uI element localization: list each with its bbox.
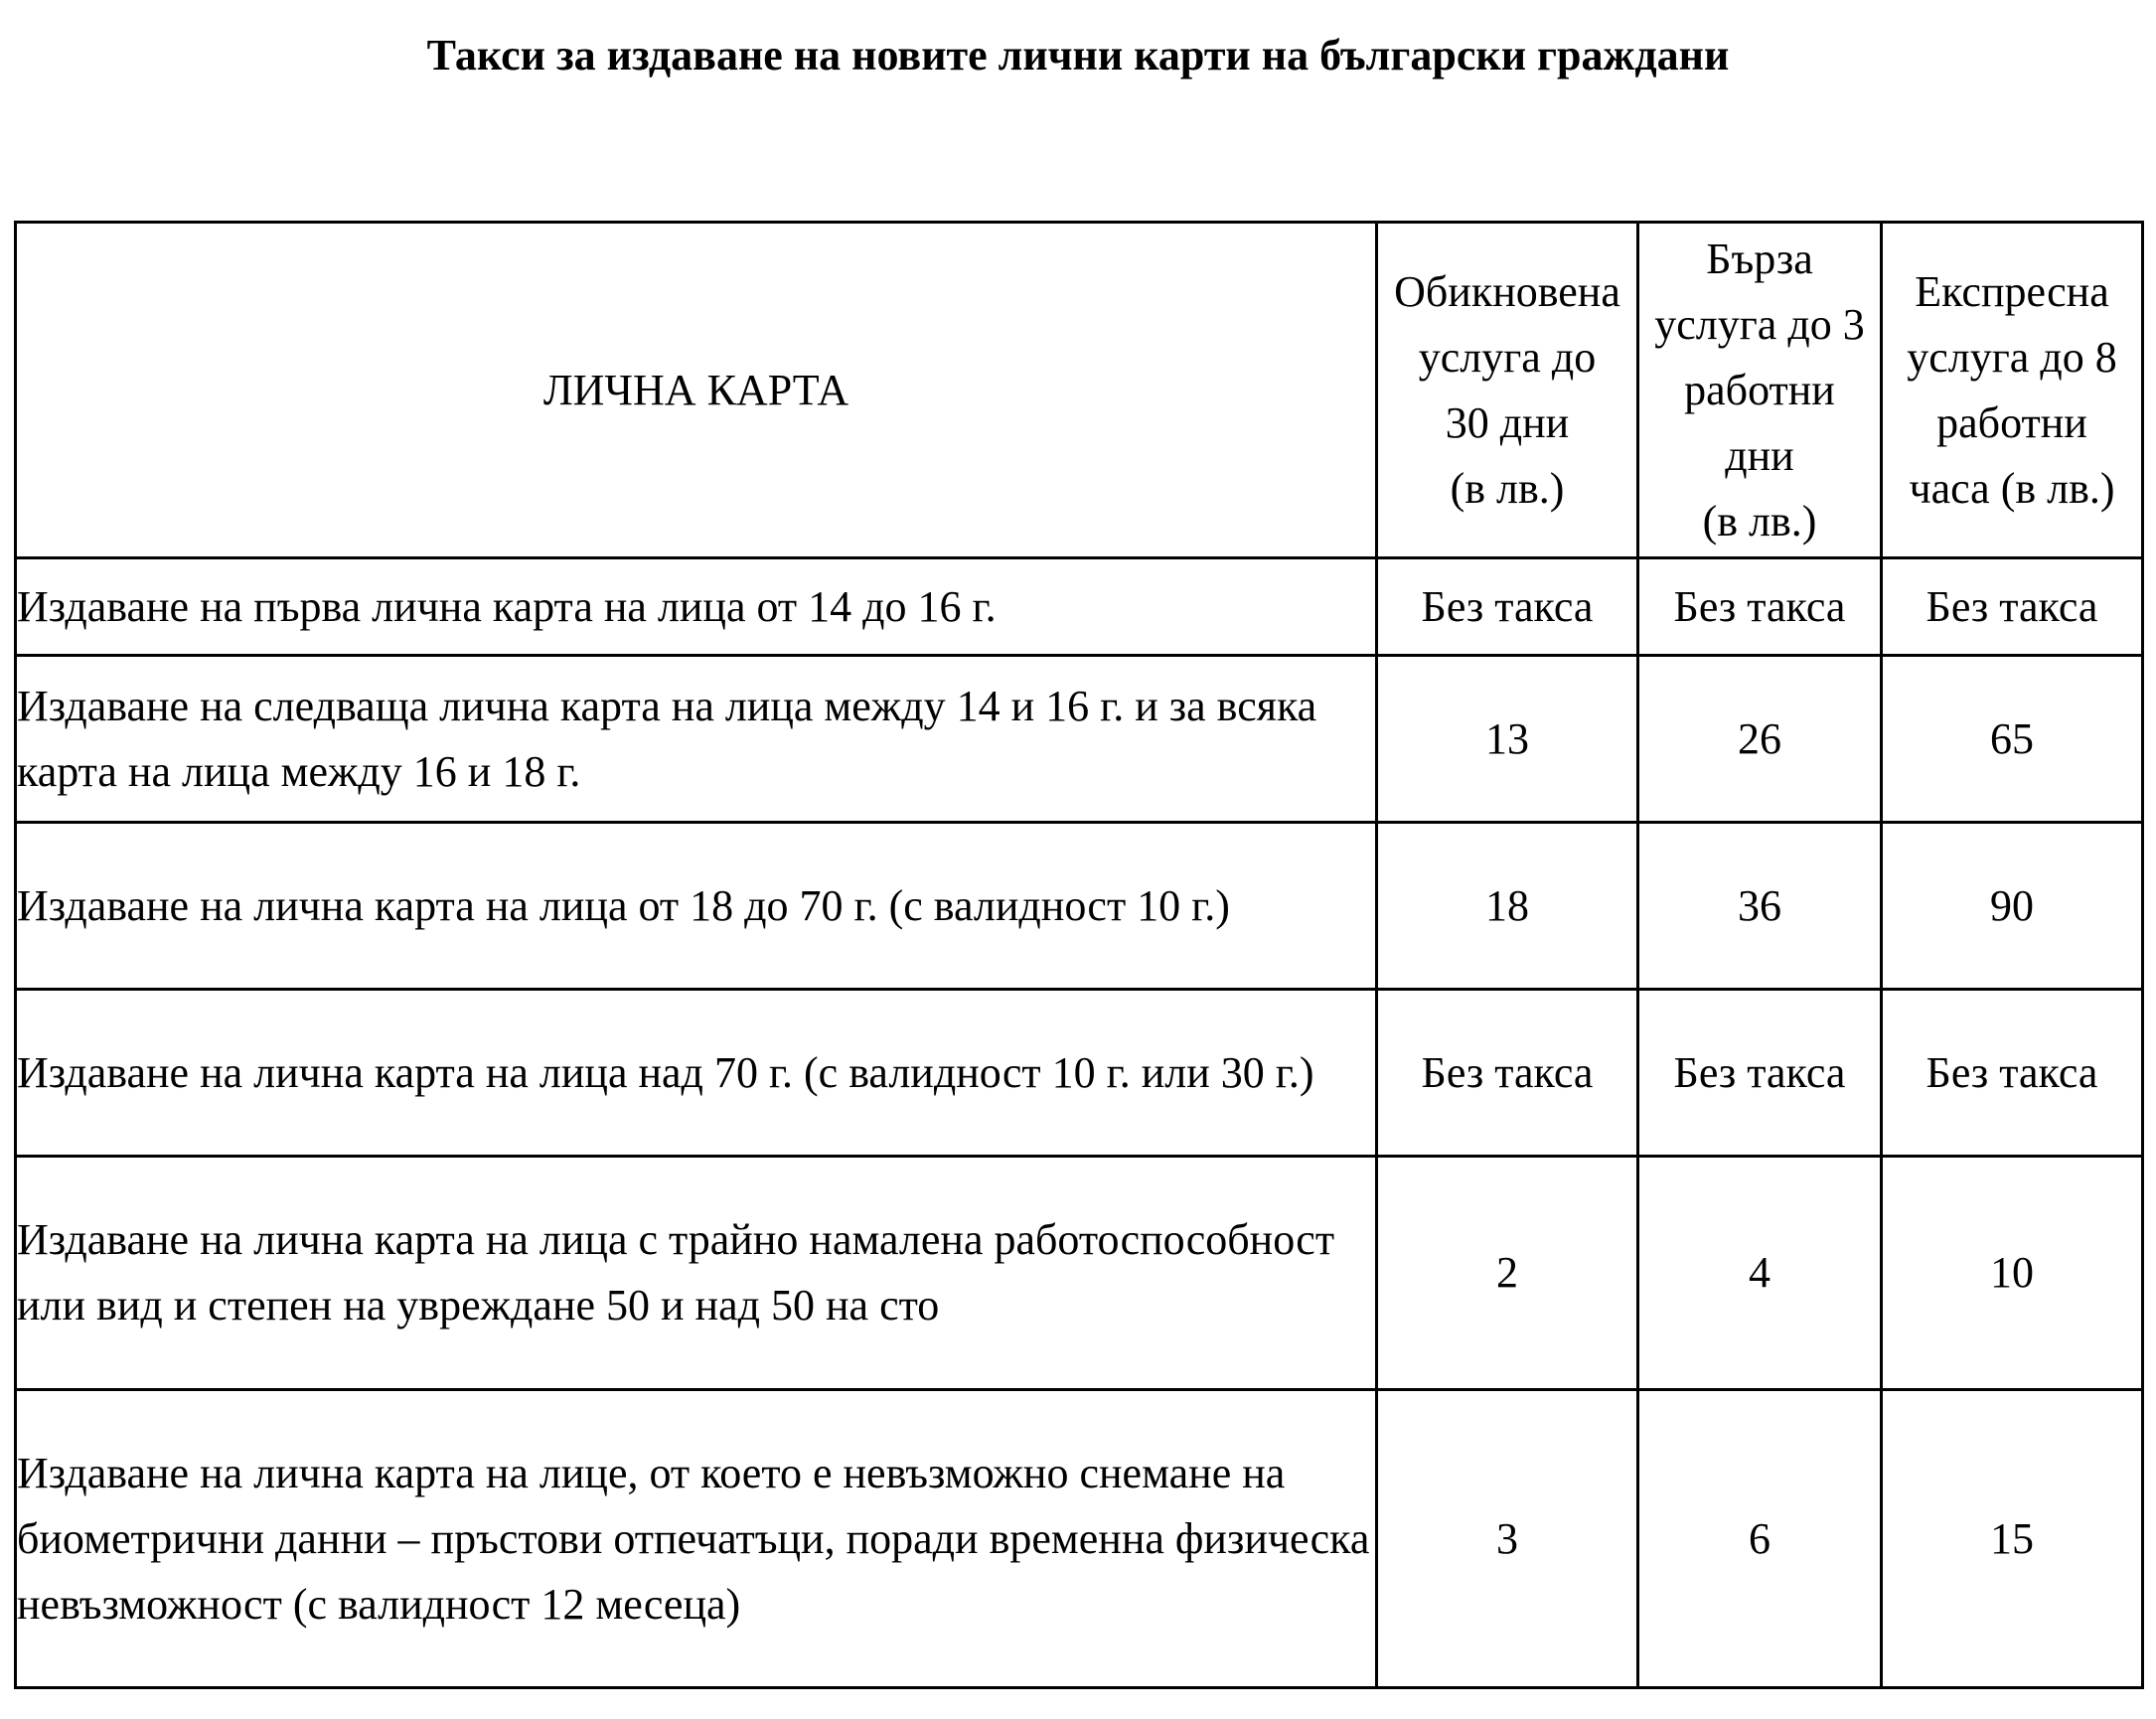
row-description: Издаване на лична карта на лице, от което е невъзможно снемане на биометрични данни – пръстови отпечатъци, поради временна физическа невъзможност (с валидност 12 месеца) [16, 1390, 1377, 1688]
express-fee: 15 [1882, 1390, 2143, 1688]
row-description: Издаване на лична карта на лица с трайно намалена работоспособност или вид и степен на увреждане 50 и над 50 на сто [16, 1157, 1377, 1390]
express-fee: 90 [1882, 823, 2143, 990]
express-fee: 65 [1882, 656, 2143, 823]
fast-fee: Без такса [1638, 990, 1882, 1157]
table-row [16, 990, 2143, 1157]
header-express-service: Експресна услуга до 8 работни часа (в лв.) [1882, 223, 2143, 558]
table-row [16, 558, 2143, 656]
table-row [16, 1157, 2143, 1390]
document-title: Такси за издаване на новите лични карти на български граждани [426, 31, 1730, 79]
row-description: Издаване на лична карта на лица над 70 г. (с валидност 10 г. или 30 г.) [16, 990, 1377, 1157]
regular-fee: Без такса [1377, 990, 1638, 1157]
row-description: Издаване на следваща лична карта на лица между 14 и 16 г. и за всяка карта на лица между 16 и 18 г. [16, 656, 1377, 823]
regular-fee: 2 [1377, 1157, 1638, 1390]
regular-fee: 3 [1377, 1390, 1638, 1688]
header-regular-service: Обикновена услуга до 30 дни (в лв.) [1377, 223, 1638, 558]
fast-fee: 26 [1638, 656, 1882, 823]
regular-fee: Без такса [1377, 558, 1638, 656]
express-fee: 10 [1882, 1157, 2143, 1390]
header-fast-service: Бърза услуга до 3 работни дни (в лв.) [1638, 223, 1882, 558]
table-row [16, 1390, 2143, 1688]
fees-table [14, 221, 2144, 1689]
row-description: Издаване на първа лична карта на лица от 14 до 16 г. [16, 558, 1377, 656]
fast-fee: 4 [1638, 1157, 1882, 1390]
express-fee: Без такса [1882, 558, 2143, 656]
table-row [16, 823, 2143, 990]
table-row [16, 656, 2143, 823]
fast-fee: Без такса [1638, 558, 1882, 656]
header-id-card: ЛИЧНА КАРТА [16, 223, 1377, 558]
regular-fee: 13 [1377, 656, 1638, 823]
fast-fee: 36 [1638, 823, 1882, 990]
regular-fee: 18 [1377, 823, 1638, 990]
row-description: Издаване на лична карта на лица от 18 до 70 г. (с валидност 10 г.) [16, 823, 1377, 990]
express-fee: Без такса [1882, 990, 2143, 1157]
table-header-row [16, 223, 2143, 558]
fast-fee: 6 [1638, 1390, 1882, 1688]
